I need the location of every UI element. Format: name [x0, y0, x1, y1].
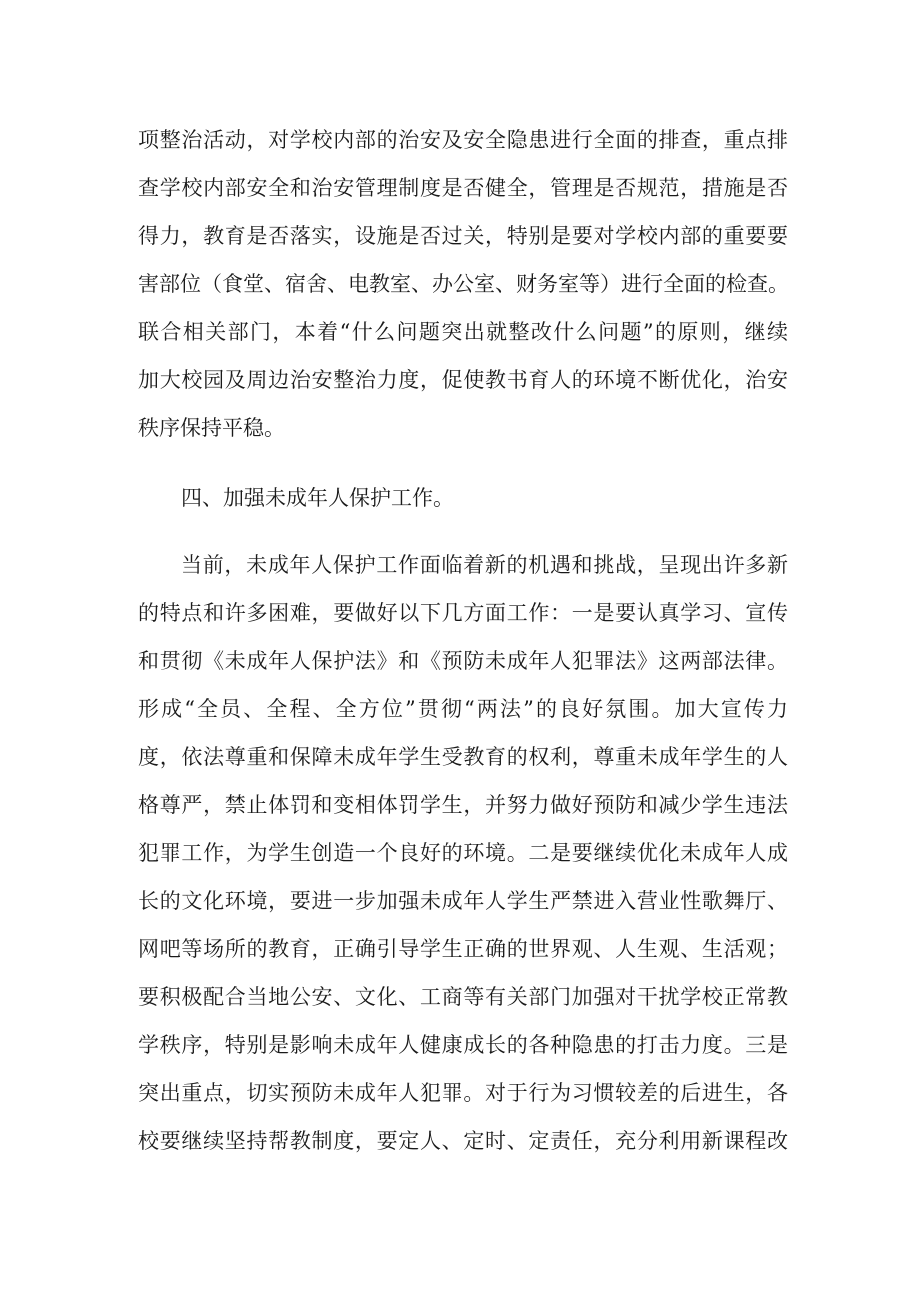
- paragraph-school-security-inspection: [138, 116, 788, 452]
- paragraph-line: 项整治活动，对学校内部的治安及安全隐患进行全面的排查，重点排: [138, 128, 788, 152]
- paragraph-line: 网吧等场所的教育，正确引导学生正确的世界观、人生观、生活观；: [138, 937, 788, 961]
- paragraph-line: 当前，未成年人保护工作面临着新的机遇和挑战，呈现出许多新: [181, 553, 788, 577]
- paragraph-line: 联合相关部门，本着“什么问题突出就整改什么问题”的原则，继续: [138, 320, 788, 344]
- paragraph-line: 和贯彻《未成年人保护法》和《预防未成年人犯罪法》这两部法律。: [138, 649, 788, 673]
- section-heading-text: 四、加强未成年人保护工作。: [181, 486, 454, 510]
- paragraph-line: 度，依法尊重和保障未成年学生受教育的权利，尊重未成年学生的人: [138, 745, 788, 769]
- paragraph-line: 加大校园及周边治安整治力度，促使教书育人的环境不断优化，治安: [138, 368, 788, 392]
- paragraph-line: 得力，教育是否落实，设施是否过关，特别是要对学校内部的重要要: [138, 224, 788, 248]
- paragraph-line: 校要继续坚持帮教制度，要定人、定时、定责任，充分利用新课程改: [138, 1129, 788, 1153]
- paragraph-line: 犯罪工作，为学生创造一个良好的环境。二是要继续优化未成年人成: [138, 841, 788, 865]
- paragraph-line: 学秩序，特别是影响未成年人健康成长的各种隐患的打击力度。三是: [138, 1033, 788, 1057]
- paragraph-line: 秩序保持平稳。: [138, 416, 285, 440]
- paragraph-line: 的特点和许多困难，要做好以下几方面工作：一是要认真学习、宣传: [138, 601, 788, 625]
- paragraph-line: 形成“全员、全程、全方位”贯彻“两法”的良好氛围。加大宣传力: [138, 697, 788, 721]
- paragraph-line: 害部位（食堂、宿舍、电教室、办公室、财务室等）进行全面的检查。: [138, 272, 789, 296]
- paragraph-line: 突出重点，切实预防未成年人犯罪。对于行为习惯较差的后进生，各: [138, 1081, 788, 1105]
- paragraph-line: 查学校内部安全和治安管理制度是否健全，管理是否规范，措施是否: [138, 176, 788, 200]
- paragraph-line: 格尊严，禁止体罚和变相体罚学生，并努力做好预防和减少学生违法: [138, 793, 788, 817]
- section-heading-minor-protection: [138, 474, 788, 522]
- paragraph-line: 要积极配合当地公安、文化、工商等有关部门加强对干扰学校正常教: [138, 985, 788, 1009]
- paragraph-minor-protection-work: [138, 541, 788, 1165]
- paragraph-line: 长的文化环境，要进一步加强未成年人学生严禁进入营业性歌舞厅、: [138, 889, 788, 913]
